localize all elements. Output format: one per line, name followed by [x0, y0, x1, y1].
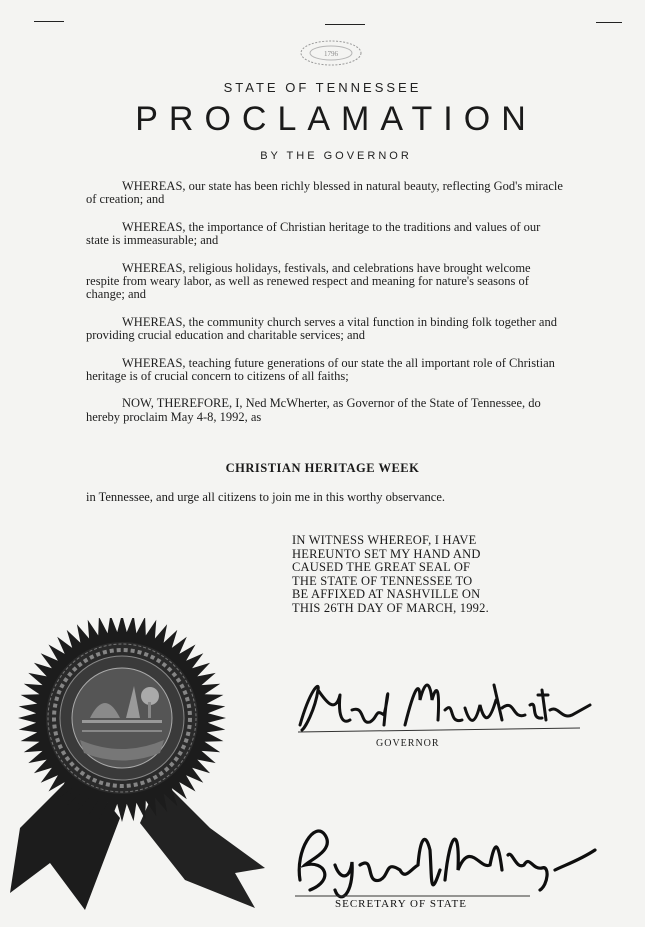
edge-mark-center — [325, 24, 365, 25]
witness-line: THE STATE OF TENNESSEE TO — [292, 573, 473, 588]
witness-line: HEREUNTO SET MY HAND AND — [292, 546, 481, 561]
paragraph-text: the community church serves a vital function in binding folk together and providing crucial education and charitable services; and — [86, 314, 557, 343]
governor-label: GOVERNOR — [376, 738, 440, 749]
document-title: PROCLAMATION — [135, 100, 537, 138]
edge-mark-right — [596, 22, 622, 23]
edge-mark-left — [34, 21, 64, 22]
state-heading: STATE OF TENNESSEE — [223, 80, 422, 95]
paragraph-4 — [86, 316, 566, 343]
paragraph-lead: WHEREAS, — [122, 219, 186, 234]
paragraph-text: the importance of Christian heritage to the traditions and values of our state is immeasurable; and — [86, 219, 541, 248]
paragraph-text: teaching future generations of our state the all important role of Christian heritage is of crucial concern to citizens of all faiths; — [86, 355, 555, 384]
paragraph-lead: WHEREAS, — [122, 355, 186, 370]
witness-clause — [292, 534, 592, 616]
witness-line: THIS 26TH DAY OF MARCH, 1992. — [292, 600, 489, 615]
paragraph-text: our state has been richly blessed in natural beauty, reflecting God's miracle of creation; and — [86, 179, 563, 207]
governor-signature — [280, 670, 610, 750]
proclaimed-week-heading: CHRISTIAN HERITAGE WEEK — [225, 461, 420, 475]
whereas-block — [86, 180, 566, 438]
secretary-signature — [280, 810, 620, 910]
closing-paragraph: in Tennessee, and urge all citizens to join me in this worthy observance. — [86, 490, 445, 504]
paragraph-2 — [86, 221, 566, 248]
embossed-emblem — [296, 38, 366, 68]
paragraph-now-therefore — [86, 397, 566, 424]
paragraph-1 — [86, 180, 566, 207]
great-seal-icon — [10, 618, 280, 910]
paragraph-text: religious holidays, festivals, and celebrations have brought welcome respite from weary labor, as well as renewed respect and meaning for nature's seasons of change; and — [86, 260, 531, 302]
paragraph-lead: WHEREAS, — [122, 260, 186, 275]
paragraph-lead: WHEREAS, — [122, 314, 186, 329]
paragraph-text: I, Ned McWherter, as Governor of the State of Tennessee, do hereby proclaim May 4-8, 1992, as — [86, 396, 541, 424]
secretary-label: SECRETARY OF STATE — [335, 898, 467, 910]
byline: BY THE GOVERNOR — [260, 150, 412, 162]
witness-line: BE AFFIXED AT NASHVILLE ON — [292, 587, 481, 602]
witness-line: IN WITNESS WHEREOF, I HAVE — [292, 533, 477, 547]
witness-line: CAUSED THE GREAT SEAL OF — [292, 560, 471, 575]
paragraph-3 — [86, 262, 566, 302]
emblem-year: 1796 — [324, 50, 338, 58]
paragraph-lead: WHEREAS, — [122, 179, 186, 193]
paragraph-5 — [86, 357, 566, 384]
paragraph-lead: NOW, THEREFORE, — [122, 396, 233, 411]
